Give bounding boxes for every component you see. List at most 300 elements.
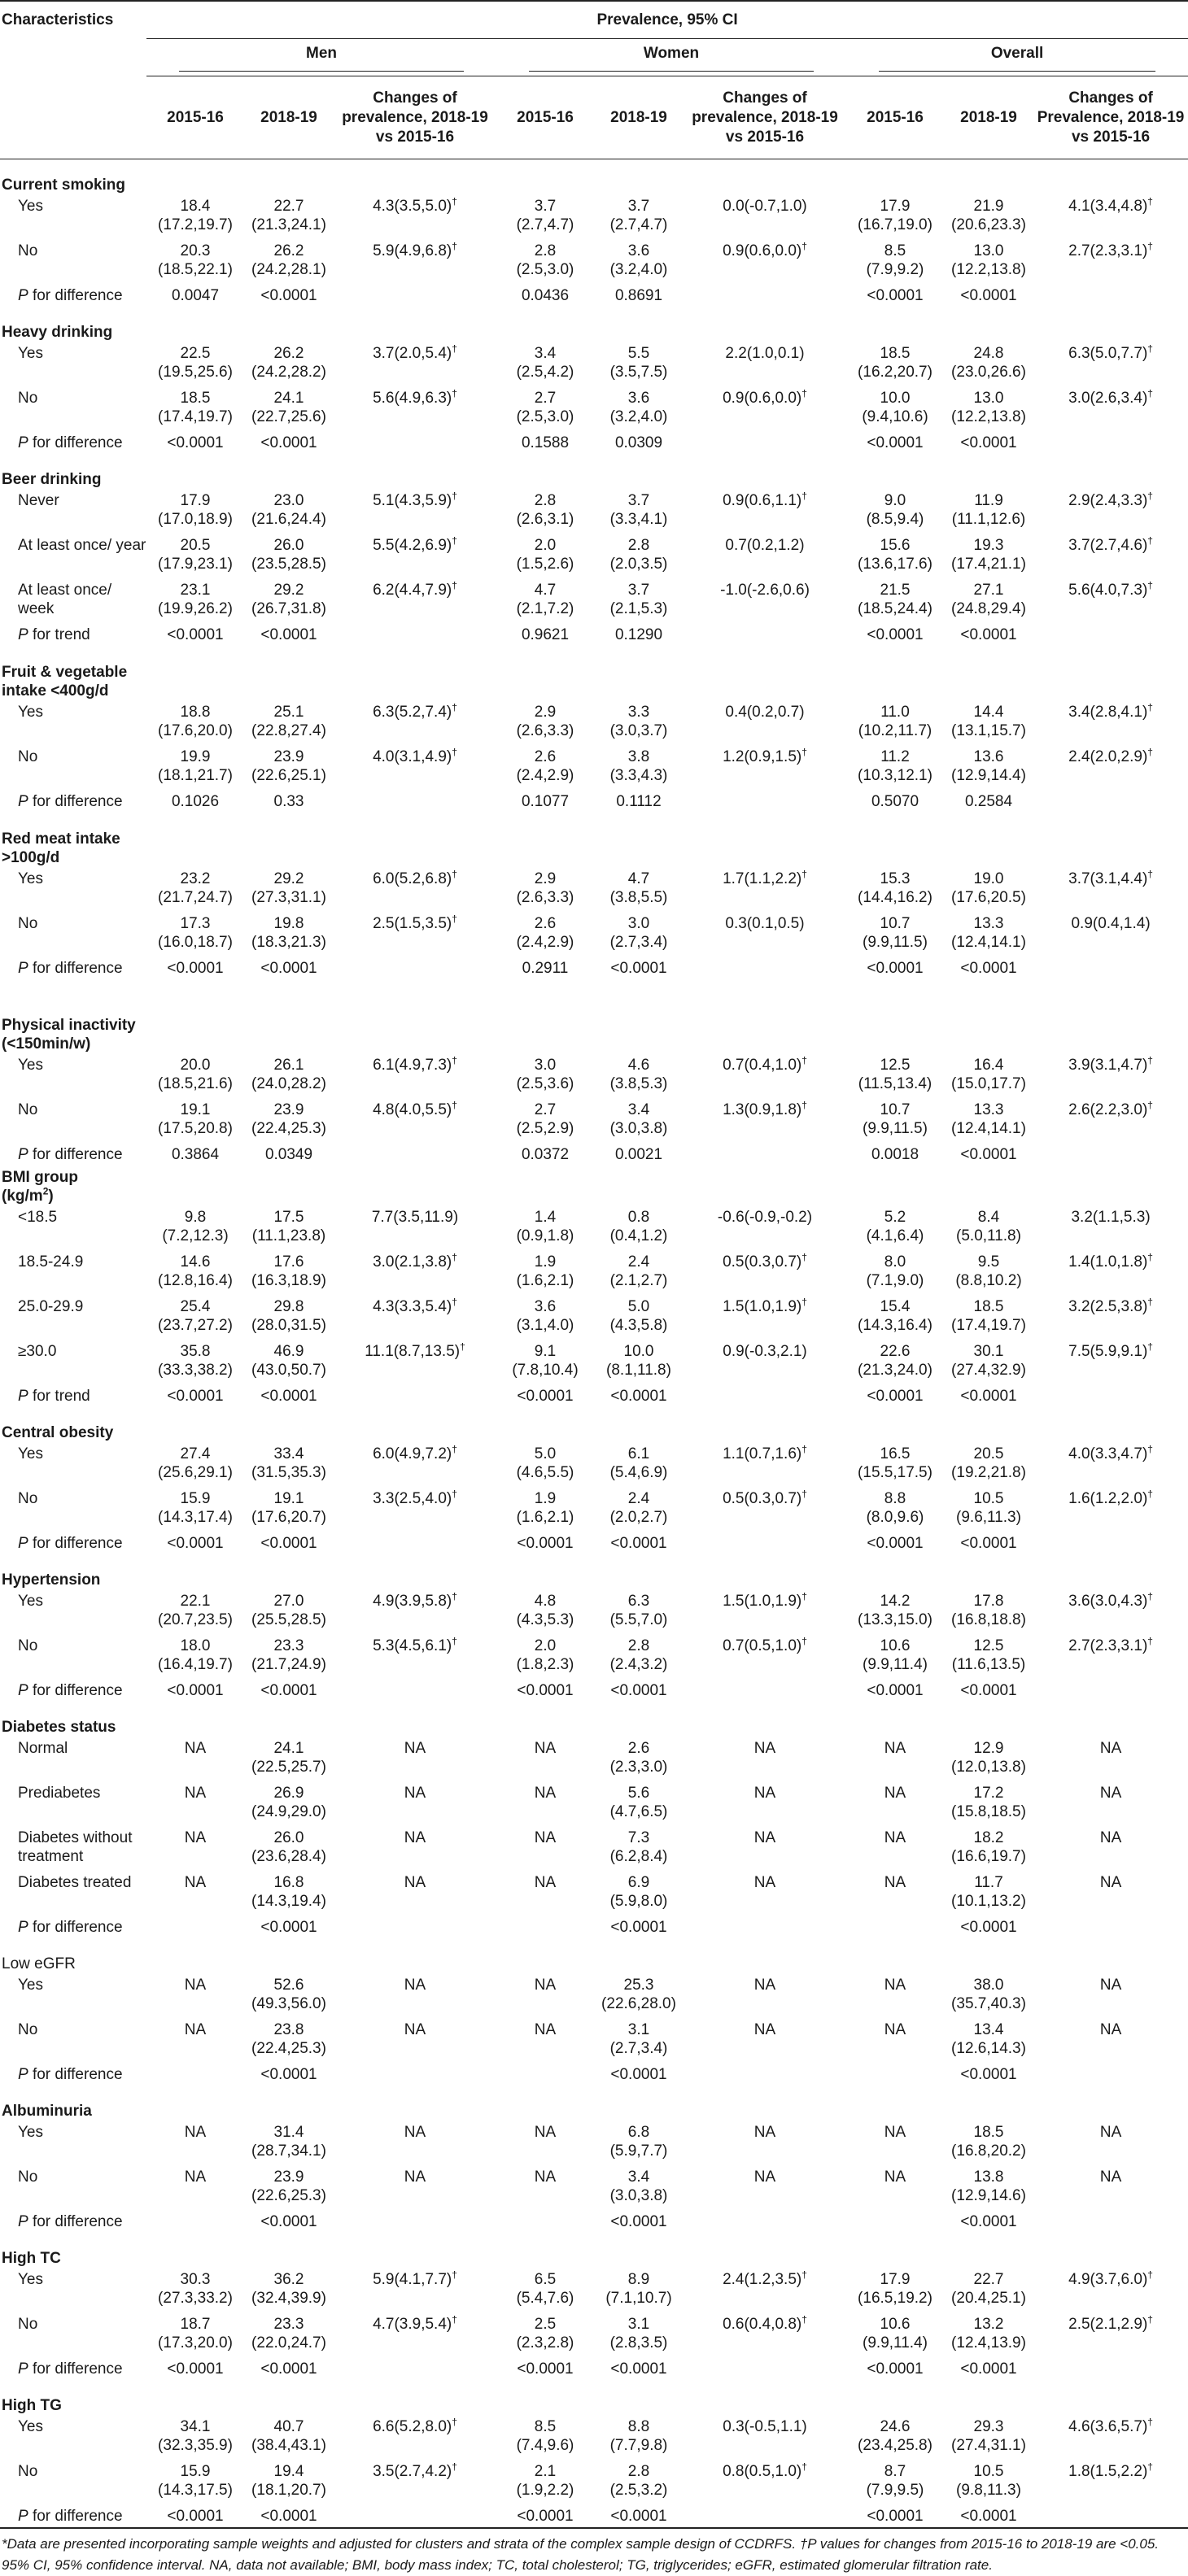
significance-mark: †: [452, 1054, 457, 1066]
prevalence-value: 25.3: [623, 1976, 654, 1994]
value-cell: [1033, 1637, 1188, 1681]
p-value: [1033, 2360, 1188, 2380]
value-cell: [944, 536, 1033, 581]
change-value: 3.9(3.1,4.7)†: [1068, 1054, 1153, 1074]
value-cell: [944, 1976, 1033, 2020]
value-cell: [496, 2168, 594, 2212]
confidence-interval: (15.5,17.5): [858, 1463, 932, 1481]
significance-mark: †: [1147, 534, 1153, 547]
significance-mark: †: [801, 746, 807, 758]
value-cell: [846, 1873, 944, 1918]
change-value: 3.0(2.1,3.8)†: [373, 1251, 457, 1271]
prevalence-value: 2.1: [534, 2462, 557, 2480]
prevalence-value: 11.0: [880, 703, 910, 721]
confidence-interval: (28.7,34.1): [251, 2142, 326, 2160]
p-value: [146, 2065, 244, 2086]
confidence-interval: (19.2,21.8): [951, 1463, 1026, 1481]
significance-mark: †: [801, 240, 807, 252]
section-row: [0, 2086, 1188, 2123]
value-cell: [334, 1489, 496, 1534]
change-value: NA: [1099, 1828, 1122, 1846]
prevalence-value: 3.0: [627, 914, 650, 932]
change-value: 3.7(3.1,4.4)†: [1068, 868, 1153, 887]
confidence-interval: (16.8,20.2): [951, 2142, 1026, 2160]
prevalence-value: NA: [184, 1784, 207, 1802]
prevalence-value: 6.8: [627, 2123, 650, 2141]
value-cell: [244, 703, 334, 748]
value-cell: [244, 581, 334, 625]
confidence-interval: (16.3,18.9): [251, 1271, 326, 1289]
p-value: <0.0001: [517, 1387, 574, 1405]
table-row: [0, 1784, 1188, 1828]
significance-mark: †: [1147, 240, 1153, 252]
value-cell: [684, 1342, 846, 1387]
confidence-interval: (2.7,4.7): [516, 216, 574, 233]
value-cell: [496, 1739, 594, 1784]
prevalence-value: NA: [184, 1976, 207, 1994]
value-cell: [684, 1873, 846, 1918]
p-value: <0.0001: [517, 2360, 574, 2378]
prevalence-value: 2.4: [627, 1253, 650, 1271]
value-cell: [146, 1342, 244, 1387]
value-cell: [496, 389, 594, 434]
p-value: 0.0349: [264, 1145, 313, 1163]
p-value: [684, 792, 846, 813]
confidence-interval: (17.4,19.7): [951, 1316, 1026, 1334]
prevalence-value: 15.6: [880, 536, 911, 554]
prevalence-value: 10.7: [880, 1101, 911, 1118]
confidence-interval: (25.5,28.5): [251, 1611, 326, 1628]
prevalence-header: Prevalence, 95% CI: [146, 1, 1188, 39]
value-cell: [684, 1445, 846, 1489]
change-value: 2.2(1.0,0.1): [725, 344, 805, 362]
prevalence-value: 3.7: [627, 491, 650, 509]
value-cell: [1033, 344, 1188, 389]
confidence-interval: (18.5,22.1): [158, 260, 233, 278]
prevalence-value: 2.0: [534, 536, 557, 554]
value-cell: [334, 1208, 496, 1253]
change-value: 5.3(4.5,6.1)†: [373, 1635, 457, 1654]
p-value: [684, 1387, 846, 1407]
prevalence-value: 0.8: [627, 1208, 650, 1226]
prevalence-value: NA: [534, 2168, 557, 2186]
prevalence-value: 25.4: [180, 1297, 211, 1315]
p-value: <0.0001: [867, 1387, 924, 1405]
p-value: <0.0001: [167, 1387, 224, 1405]
confidence-interval: (7.8,10.4): [512, 1361, 579, 1379]
value-cell: [146, 1208, 244, 1253]
value-cell: [594, 581, 684, 625]
value-cell: [244, 2020, 334, 2065]
p-value: [846, 2065, 944, 2086]
prevalence-value: 19.1: [273, 1489, 304, 1507]
value-cell: [594, 344, 684, 389]
prevalence-value: NA: [184, 2168, 207, 2186]
characteristics-header: Characteristics: [0, 1, 146, 39]
row-label: Yes: [18, 870, 43, 887]
confidence-interval: (22.4,25.3): [251, 2039, 326, 2057]
p-value: 0.5070: [871, 792, 919, 810]
value-cell: [684, 1489, 846, 1534]
value-cell: [684, 1637, 846, 1681]
prevalence-value: 2.8: [627, 2462, 650, 2480]
change-value: 4.0(3.1,4.9)†: [373, 746, 457, 765]
confidence-interval: (11.1,23.8): [251, 1227, 326, 1244]
table-row: [0, 2168, 1188, 2212]
confidence-interval: (27.3,33.2): [158, 2289, 233, 2307]
confidence-interval: (2.0,2.7): [609, 1508, 668, 1526]
section-label: High TG: [2, 2396, 62, 2414]
prevalence-value: 26.1: [273, 1056, 304, 1074]
prevalence-value: NA: [534, 1976, 557, 1994]
prevalence-value: 2.8: [627, 1637, 650, 1654]
confidence-interval: (17.4,21.1): [951, 555, 1026, 573]
value-cell: [846, 1739, 944, 1784]
table-row: [0, 1873, 1188, 1918]
confidence-interval: (10.3,12.1): [858, 766, 932, 784]
value-cell: [334, 748, 496, 792]
prevalence-value: 3.1: [627, 2020, 650, 2038]
confidence-interval: (32.4,39.9): [251, 2289, 326, 2307]
prevalence-value: 22.1: [180, 1592, 211, 1610]
value-cell: [496, 344, 594, 389]
confidence-interval: (5.9,7.7): [609, 2142, 668, 2160]
confidence-interval: (5.4,7.6): [516, 2289, 574, 2307]
value-cell: [146, 1592, 244, 1637]
prevalence-value: 18.5: [880, 344, 911, 362]
p-value: [1033, 286, 1188, 307]
value-cell: [1033, 1828, 1188, 1873]
table-row: [0, 2315, 1188, 2360]
change-value: 7.7(3.5,11.9): [371, 1208, 459, 1226]
section-label: High TC: [2, 2249, 61, 2267]
change-value: -0.6(-0.9,-0.2): [717, 1208, 813, 1226]
change-value: 3.5(2.7,4.2)†: [373, 2460, 457, 2480]
prevalence-value: 2.9: [534, 703, 557, 721]
p-value: [334, 1534, 496, 1554]
p-value: <0.0001: [610, 959, 667, 977]
row-label: Yes: [18, 1445, 43, 1462]
value-cell: [944, 1828, 1033, 1873]
group-header-overall: Overall: [846, 39, 1188, 76]
value-cell: [334, 2315, 496, 2360]
value-cell: [1033, 197, 1188, 242]
prevalence-value: 24.1: [273, 1739, 304, 1757]
row-label: No: [18, 748, 38, 765]
p-value: [684, 286, 846, 307]
confidence-interval: (2.5,3.2): [609, 2481, 668, 2499]
confidence-interval: (20.7,23.5): [158, 1611, 233, 1628]
value-cell: [1033, 1253, 1188, 1297]
value-cell: [944, 1208, 1033, 1253]
value-cell: [846, 703, 944, 748]
value-cell: [1033, 1873, 1188, 1918]
confidence-interval: (38.4,43.1): [251, 2436, 326, 2454]
prevalence-value: NA: [884, 1828, 906, 1846]
value-cell: [1033, 581, 1188, 625]
p-value: [334, 286, 496, 307]
change-value: 4.0(3.3,4.7)†: [1068, 1443, 1153, 1462]
change-value: 3.2(2.5,3.8)†: [1068, 1296, 1153, 1315]
confidence-interval: (2.1,5.3): [609, 599, 668, 617]
confidence-interval: (17.6,20.0): [158, 721, 233, 739]
p-value: [1033, 959, 1188, 979]
value-cell: [244, 1056, 334, 1101]
confidence-interval: (24.2,28.1): [251, 260, 326, 278]
value-cell: [496, 2417, 594, 2462]
value-cell: [944, 491, 1033, 536]
row-label: Normal: [18, 1739, 68, 1757]
row-label: 18.5-24.9: [18, 1253, 84, 1271]
prevalence-value: 10.0: [880, 389, 911, 407]
prevalence-value: 8.8: [627, 2417, 650, 2435]
value-cell: [496, 1056, 594, 1101]
p-value-row: [0, 1681, 1188, 1702]
value-cell: [496, 242, 594, 286]
value-cell: [1033, 389, 1188, 434]
p-value: [334, 2507, 496, 2527]
prevalence-value: 2.6: [627, 1739, 650, 1757]
change-value: 2.7(2.3,3.1)†: [1068, 240, 1153, 259]
prevalence-value: 27.0: [273, 1592, 304, 1610]
value-cell: [846, 1784, 944, 1828]
p-value: [334, 1918, 496, 1938]
value-cell: [684, 242, 846, 286]
change-value: 2.6(2.2,3.0)†: [1068, 1099, 1153, 1118]
change-value: 4.1(3.4,4.8)†: [1068, 195, 1153, 215]
value-cell: [496, 197, 594, 242]
confidence-interval: (7.9,9.2): [866, 260, 924, 278]
confidence-interval: (9.8,11.3): [956, 2481, 1021, 2499]
section-label: Albuminuria: [2, 2102, 92, 2120]
value-cell: [944, 1445, 1033, 1489]
confidence-interval: (35.7,40.3): [951, 1994, 1026, 2012]
confidence-interval: (3.0,3.8): [609, 1119, 668, 1137]
value-cell: [334, 914, 496, 959]
prevalence-value: 11.7: [974, 1873, 1003, 1891]
section-row: [0, 1938, 1188, 1976]
change-value: 5.5(4.2,6.9)†: [373, 534, 457, 554]
col-header-change-women: Changes of prevalence, 2018-19 vs 2015-16: [684, 76, 846, 159]
confidence-interval: (21.3,24.1): [251, 216, 326, 233]
p-value: [684, 625, 846, 646]
p-value: [1033, 1387, 1188, 1407]
significance-mark: †: [1147, 1054, 1153, 1066]
change-value: 5.6(4.9,6.3)†: [373, 387, 457, 407]
change-value: 0.0(-0.7,1.0): [723, 197, 807, 215]
value-cell: [846, 581, 944, 625]
value-cell: [846, 1445, 944, 1489]
significance-mark: †: [452, 2269, 457, 2281]
prevalence-value: 40.7: [273, 2417, 304, 2435]
p-value: 0.1112: [616, 792, 662, 810]
p-value: [334, 792, 496, 813]
value-cell: [146, 536, 244, 581]
value-cell: [846, 2462, 944, 2507]
value-cell: [944, 748, 1033, 792]
confidence-interval: (12.0,13.8): [951, 1758, 1026, 1776]
change-value: 0.9(0.6,0.0)†: [723, 240, 807, 259]
row-label: Yes: [18, 1056, 43, 1074]
p-value-row: [0, 2065, 1188, 2086]
prevalence-value: 4.7: [627, 870, 650, 887]
p-value-label: P for difference: [18, 2212, 123, 2230]
value-cell: [944, 1739, 1033, 1784]
confidence-interval: (17.2,19.7): [158, 216, 233, 233]
change-value: NA: [404, 1976, 426, 1994]
confidence-interval: (2.7,3.4): [609, 2039, 668, 2057]
p-value: [1033, 1534, 1188, 1554]
row-label: At least once/ year: [18, 536, 146, 554]
change-value: 4.3(3.3,5.4)†: [373, 1296, 457, 1315]
change-value: NA: [753, 1828, 776, 1846]
confidence-interval: (17.0,18.9): [158, 510, 233, 528]
prevalence-value: 10.6: [880, 1637, 911, 1654]
significance-mark: †: [460, 1340, 465, 1353]
confidence-interval: (12.6,14.3): [951, 2039, 1026, 2057]
p-value: <0.0001: [867, 2360, 924, 2378]
value-cell: [334, 1739, 496, 1784]
prevalence-value: 5.0: [534, 1445, 557, 1462]
prevalence-value: 13.0: [973, 242, 1004, 259]
value-cell: [146, 2020, 244, 2065]
prevalence-value: 26.0: [273, 1828, 304, 1846]
value-cell: [496, 1976, 594, 2020]
row-label: No: [18, 1489, 38, 1507]
value-cell: [244, 344, 334, 389]
value-cell: [684, 2315, 846, 2360]
value-cell: [146, 1056, 244, 1101]
confidence-interval: (12.2,13.8): [951, 260, 1026, 278]
value-cell: [146, 2462, 244, 2507]
value-cell: [146, 242, 244, 286]
confidence-interval: (13.1,15.7): [951, 721, 1026, 739]
confidence-interval: (23.5,28.5): [251, 555, 326, 573]
change-value: NA: [404, 1873, 426, 1891]
value-cell: [944, 1784, 1033, 1828]
change-value: 4.6(3.6,5.7)†: [1068, 2416, 1153, 2435]
change-value: 3.7(2.0,5.4)†: [373, 342, 457, 362]
change-value: 1.5(1.0,1.9)†: [723, 1590, 807, 1610]
value-cell: [1033, 870, 1188, 914]
p-value: [1033, 2065, 1188, 2086]
confidence-interval: (4.3,5.8): [609, 1316, 668, 1334]
value-cell: [684, 1739, 846, 1784]
value-cell: [944, 1056, 1033, 1101]
change-value: NA: [753, 1739, 776, 1757]
significance-mark: †: [452, 1590, 457, 1602]
prevalence-value: 24.8: [973, 344, 1004, 362]
prevalence-value: 29.8: [273, 1297, 304, 1315]
prevalence-value: NA: [884, 2123, 906, 2141]
confidence-interval: (8.5,9.4): [866, 510, 924, 528]
p-value-label: P for trend: [18, 625, 90, 643]
confidence-interval: (2.1,7.2): [516, 599, 574, 617]
confidence-interval: (18.5,24.4): [858, 599, 932, 617]
significance-mark: †: [1147, 1099, 1153, 1111]
value-cell: [684, 2123, 846, 2168]
section-label: Heavy drinking: [2, 323, 113, 341]
value-cell: [146, 2123, 244, 2168]
value-cell: [334, 1784, 496, 1828]
confidence-interval: (7.1,10.7): [605, 2289, 672, 2307]
confidence-interval: (5.4,6.9): [609, 1463, 668, 1481]
confidence-interval: (15.8,18.5): [951, 1802, 1026, 1820]
change-value: 0.7(0.2,1.2): [725, 536, 805, 554]
confidence-interval: (2.4,3.2): [609, 1655, 668, 1673]
p-value: <0.0001: [260, 1918, 317, 1936]
change-value: 2.7(2.3,3.1)†: [1068, 1635, 1153, 1654]
confidence-interval: (14.3,17.5): [158, 2481, 233, 2499]
change-value: 0.9(-0.3,2.1): [723, 1342, 807, 1360]
prevalence-value: 1.4: [534, 1208, 557, 1226]
p-value: <0.0001: [167, 2507, 224, 2525]
prevalence-value: 6.3: [627, 1592, 650, 1610]
confidence-interval: (2.3,2.8): [516, 2334, 574, 2352]
value-cell: [334, 1976, 496, 2020]
p-value: 0.0021: [614, 1145, 663, 1163]
confidence-interval: (24.8,29.4): [951, 599, 1026, 617]
prevalence-value: 15.9: [180, 2462, 211, 2480]
confidence-interval: (2.5,3.0): [516, 260, 574, 278]
value-cell: [496, 1784, 594, 1828]
p-value: <0.0001: [610, 1534, 667, 1552]
prevalence-value: 17.5: [273, 1208, 304, 1226]
value-cell: [496, 2020, 594, 2065]
confidence-interval: (11.6,13.5): [951, 1655, 1026, 1673]
value-cell: [594, 1297, 684, 1342]
confidence-interval: (22.6,28.0): [601, 1994, 676, 2012]
table-row: [0, 1637, 1188, 1681]
significance-mark: †: [452, 1443, 457, 1455]
prevalence-value: 13.8: [973, 2168, 1004, 2186]
value-cell: [684, 2417, 846, 2462]
value-cell: [846, 1208, 944, 1253]
value-cell: [846, 491, 944, 536]
row-label: Yes: [18, 1592, 43, 1610]
confidence-interval: (4.3,5.3): [516, 1611, 574, 1628]
value-cell: [146, 2270, 244, 2315]
significance-mark: †: [452, 534, 457, 547]
confidence-interval: (7.7,9.8): [609, 2436, 668, 2454]
value-cell: [846, 197, 944, 242]
table-row: [0, 1253, 1188, 1297]
confidence-interval: (33.3,38.2): [158, 1361, 233, 1379]
p-value: <0.0001: [960, 2360, 1017, 2378]
section-label: Diabetes status: [2, 1718, 116, 1736]
value-cell: [1033, 1297, 1188, 1342]
value-cell: [684, 703, 846, 748]
value-cell: [1033, 1208, 1188, 1253]
value-cell: [594, 1976, 684, 2020]
change-value: 4.3(3.5,5.0)†: [373, 195, 457, 215]
value-cell: [1033, 2168, 1188, 2212]
prevalence-value: 1.9: [534, 1489, 557, 1507]
confidence-interval: (27.3,31.1): [251, 888, 326, 906]
prevalence-value: 16.4: [973, 1056, 1004, 1074]
confidence-interval: (32.3,35.9): [158, 2436, 233, 2454]
table-row: [0, 1342, 1188, 1387]
prevalence-value: 18.0: [180, 1637, 211, 1654]
row-label: No: [18, 914, 38, 932]
confidence-interval: (3.3,4.1): [609, 510, 668, 528]
prevalence-value: 9.8: [184, 1208, 207, 1226]
table-row: [0, 1056, 1188, 1101]
confidence-interval: (16.6,19.7): [951, 1847, 1026, 1865]
p-value: [684, 1681, 846, 1702]
confidence-interval: (21.6,24.4): [251, 510, 326, 528]
value-cell: [846, 1056, 944, 1101]
